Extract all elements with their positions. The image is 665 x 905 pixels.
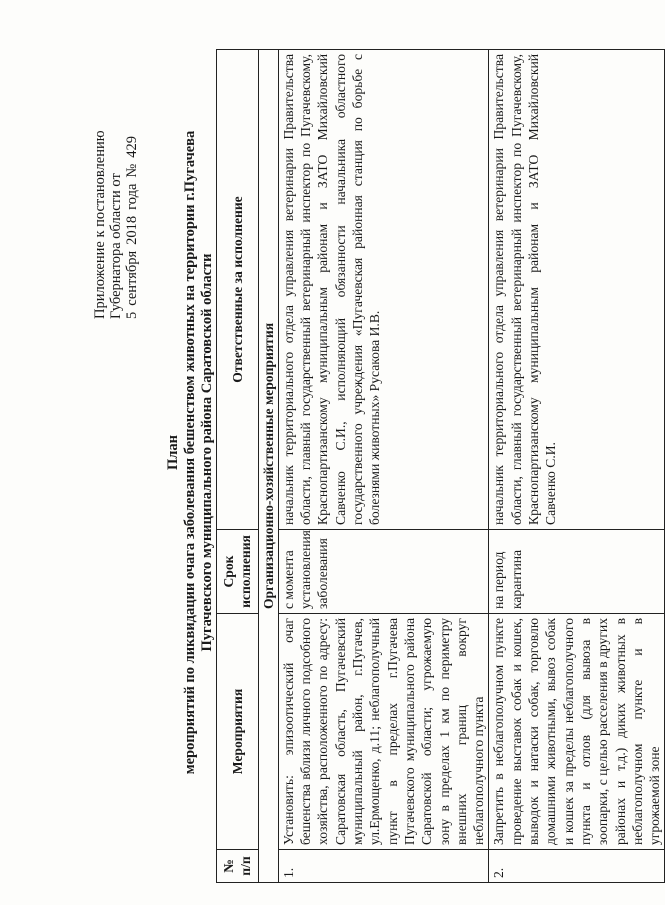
- header-activities: Мероприятия: [217, 614, 259, 850]
- date-year-word: года: [124, 183, 140, 210]
- row-number: 1.: [278, 850, 489, 883]
- section-title: Организационно-хозяйственные мероприятия: [258, 50, 278, 883]
- header-term: Срок исполнения: [217, 530, 259, 614]
- row-responsible: начальник территориального отдела управления ветеринарии Правительства области, главный государственный ветеринарный инспектор по Пугачевскому, Краснопартизанскому муниципальным районам и ЗАТО Михайловский Савченко С.И., исполняющий обязанности начальника областного государственного учреждения «Пугачевская районная станция по борьбе с болезнями животных» Русакова И.В.: [278, 50, 489, 530]
- date-year: 2018: [124, 215, 140, 245]
- header-responsible: Ответственные за исполнение: [217, 50, 259, 530]
- document-title: [165, 0, 216, 905]
- row-number: 2.: [489, 850, 665, 883]
- appendix-line-1: Приложение к постановлению: [92, 130, 108, 319]
- plan-table: [216, 49, 665, 883]
- row-activity: Запретить в неблагополучном пункте проведение выставок собак и кошек, выводок и натаски собак, торговлю домашними животными, вывоз собак и кошек за пределы неблагополучного пункта и отлов (для вывоза в зоопарки, с целью расселения в других районах и т.д.) диких животных в неблагополучном пункте и в угрожаемой зоне: [489, 614, 665, 850]
- title-line-3: Пугачевского муниципального района Саратовской области: [199, 253, 215, 652]
- date-month: сентября: [124, 250, 140, 306]
- title-line-2: мероприятий по ликвидации очага заболевания бешенством животных на территории г.Пугачева: [182, 130, 198, 775]
- date-day: 5: [124, 311, 140, 319]
- appendix-date-line: [124, 130, 140, 319]
- row-responsible: начальник территориального отдела управления ветеринарии Правительства области, главный государственный ветеринарный инспектор по Пугачевскому, Краснопартизанскому муниципальным районам и ЗАТО Михайловский Савченко С.И.: [489, 50, 665, 530]
- row-term: с момента установления заболевания: [278, 530, 489, 614]
- row-term: на период карантина: [489, 530, 665, 614]
- doc-number-sign: №: [124, 163, 140, 178]
- doc-number: 429: [124, 136, 140, 158]
- section-row: [258, 50, 278, 883]
- table-header-row: [217, 50, 259, 883]
- title-line-1: План: [165, 434, 181, 471]
- appendix-line-2: Губернатора области от: [108, 173, 124, 319]
- row-activity: Установить: эпизоотический очаг бешенства вблизи личного подсобного хозяйства, расположенного по адресу: Саратовская область, Пугачевский муниципальный район, г.Пугачев, ул.Ермощенко, д.11; неблагополучный пункт в пределах г.Пугачева Пугачевского муниципального района Саратовской области; угрожаемую зону в пределах 1 км по периметру внешних границ вокруг неблагополучного пункта: [278, 614, 489, 850]
- appendix-note: [92, 130, 140, 319]
- header-no: № п/п: [217, 850, 259, 883]
- table-row: [489, 50, 665, 883]
- table-row: [278, 50, 489, 883]
